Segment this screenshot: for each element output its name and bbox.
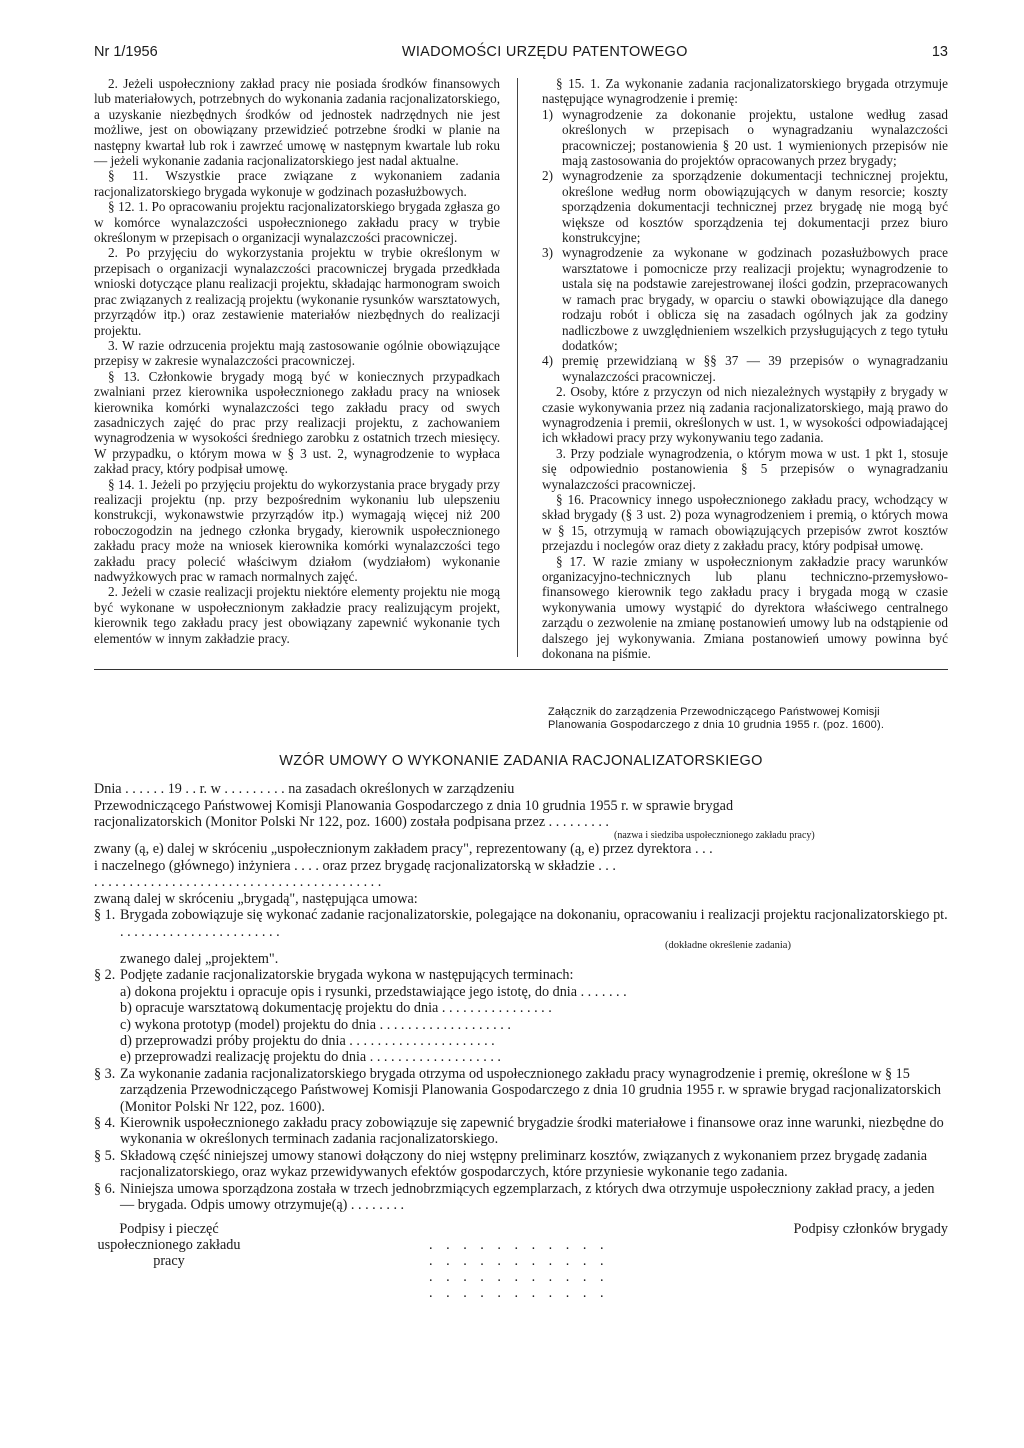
form-line: zwany (ą, e) dalej w skróceniu „uspołecznionym zakładem pracy", reprezentowany (ą, e) przez dyrektora . . . xyxy=(94,841,713,858)
section-number: § 3. xyxy=(94,1065,116,1082)
contract-section xyxy=(94,967,948,1065)
form-line: . . . . . . . . . . . . . . . . . . . . . . . . . . . . . . . . . . . . . . . . . xyxy=(94,874,382,891)
annex-line: Załącznik do zarządzenia Przewodniczącego Państwowej Komisji xyxy=(548,706,880,719)
list-text: wynagrodzenie za dokonanie projektu, ustalone według zasad określonych w przepisach o wynagradzaniu wynalazczości pracowniczej; postanowienia § 20 ust. 1 wymienionych przepisów nie mają zastosowania do projektów opracowanych przez brygady; xyxy=(562,106,948,169)
form-title: WZÓR UMOWY O WYKONANIE ZADANIA RACJONALIZATORSKIEGO xyxy=(279,753,763,770)
section-text: Niniejsza umowa sporządzona została w trzech jednobrzmiących egzemplarzach, z których dwa otrzymuje uspołeczniony zakład pracy, a jeden — brygada. Odpis umowy otrzymuje(ą) . . . . . . . . xyxy=(120,1180,935,1213)
signature-label-line: uspołecznionego zakładu xyxy=(97,1237,241,1254)
form-caption: (nazwa i siedziba uspołecznionego zakładu pracy) xyxy=(614,830,815,842)
employer-signature-label xyxy=(94,1221,244,1301)
section-number: § 5. xyxy=(94,1147,116,1164)
annex-note xyxy=(548,706,948,731)
paragraph: 3. Przy podziale wynagrodzenia, o którym mowa w ust. 1 pkt 1, stosuje się odpowiednio postanowienia § 5 przepisów o wynagradzaniu wynalazczości pracowniczej. xyxy=(542,445,948,492)
paragraph: 2. Osoby, które z przyczyn od nich niezależnych wystąpiły z brygady w czasie wykonywania przez nią zadania racjonalizatorskiego, mają prawo do wynagrodzenia i premii, określonych w ust. 1, w wysokości odpowiadającej ich wkładowi pracy przy wykonywaniu tego zadania. xyxy=(542,384,948,446)
section-number: § 2. xyxy=(94,967,116,984)
list-item xyxy=(542,245,948,353)
term-item: d) przeprowadzi próby projektu do dnia . . . . . . . . . . . . . . . . . . . . . xyxy=(120,1032,495,1049)
form-line: racjonalizatorskich (Monitor Polski Nr 122, poz. 1600) została podpisana przez . . . . . . . . . xyxy=(94,814,609,831)
annex-line: Planowania Gospodarczego z dnia 10 grudnia 1955 r. (poz. 1600). xyxy=(548,718,885,731)
form-line: zwaną dalej w skróceniu „brygadą", następująca umowa: xyxy=(94,890,418,907)
section-number: § 1. xyxy=(94,907,116,924)
two-column-text xyxy=(94,76,948,661)
paragraph: § 15. 1. Za wykonanie zadania racjonalizatorskiego brygada otrzymuje następujące wynagrodzenie i premię: xyxy=(542,76,948,107)
paragraph: § 12. 1. Po opracowaniu projektu racjonalizatorskiego brygada zgłasza go w komórce wynalazczości uspołecznionego zakładu pracy w trybie określonym w przepisach o organizacji wynalazczości pracowniczej. xyxy=(94,199,500,246)
term-item: e) przeprowadzi realizację projektu do dnia . . . . . . . . . . . . . . . . . . . xyxy=(120,1049,501,1066)
contract-section xyxy=(94,1181,948,1214)
form-line: i naczelnego (głównego) inżyniera . . . . oraz przez brygadę racjonalizatorską w składzie . . . xyxy=(94,857,616,874)
paragraph: 2. Jeżeli w czasie realizacji projektu niektóre elementy projektu nie mogą być wykonane w uspołecznionym zakładzie pracy realizującym projekt, kierownik tego zakładu pracy jest obowiązany zapewnić wykonanie tych elementów w innym zakładzie pracy. xyxy=(94,584,500,646)
paragraph: § 11. Wszystkie prace związane z wykonaniem zadania racjonalizatorskiego brygada wykonuje w godzinach pozasłużbowych. xyxy=(94,168,500,199)
form-line: Przewodniczącego Państwowej Komisji Planowania Gospodarczego z dnia 10 grudnia 1955 r. w sprawie brygad xyxy=(94,797,734,814)
right-column xyxy=(542,76,948,661)
paragraph: 3. W razie odrzucenia projektu mają zastosowanie ogólnie obowiązujące przepisy w zakresie wynalazczości pracowniczej. xyxy=(94,337,500,369)
paragraph: 2. Po przyjęciu do wykorzystania projektu w trybie określonym w przepisach o organizacji wynalazczości pracowniczej brygada przedkłada wnioski dotyczące planu realizacji projektu, składając harmonogram swoich prac związanych z realizacją projektu (wykonanie rysunków warsztatowych, przyrządów itp.) oraz zestawienie materiałów niezbędnych do realizacji projektu. xyxy=(94,245,500,338)
paragraph: 2. Jeżeli uspołeczniony zakład pracy nie posiada środków finansowych lub materiałowych, potrzebnych do wykonania zadania racjonalizatorskiego, a uzyskanie niezbędnych środków od jednostek nadrzędnych nie jest możliwe, jest on obowiązany przewidzieć potrzebne środki w planie na następny kwartał lub rok i zawrzeć umowę w następnym kwartale lub roku — jeżeli wykonanie zadania racjonalizatorskiego jest nadal aktualne. xyxy=(94,76,500,169)
section-text: Podjęte zadanie racjonalizatorskie brygada wykona w następujących terminach: xyxy=(120,967,574,984)
page-number: 13 xyxy=(931,44,948,60)
section-text: zwanego dalej „projektem". xyxy=(120,950,279,967)
signature-dots xyxy=(429,1221,608,1301)
list-number: 2) xyxy=(542,168,553,184)
paragraph: § 16. Pracownicy innego uspołecznionego zakładu pracy, wchodzący w skład brygady (§ 3 ust. 2) poza wynagrodzeniem i premią, o których mowa w § 15, otrzymują w ramach obowiązujących przepisów zwrot kosztów przejazdu i noclegów oraz diety z zakładu pracy, który podpisał umowę. xyxy=(542,491,948,554)
term-item: a) dokona projektu i opracuje opis i rysunki, przedstawiające jego istotę, do dnia . . . . . . . xyxy=(120,983,627,1000)
section-text: Kierownik uspołecznionego zakładu pracy zobowiązuje się zapewnić brygadzie środki materiałowe i finansowe oraz inne warunki, niezbędne do wykonania w określonych terminach zadania racjonalizatorskiego. xyxy=(120,1114,944,1148)
signature-label-line: Podpisy i pieczęć xyxy=(119,1221,219,1238)
list-number: 3) xyxy=(542,245,553,261)
paragraph: § 13. Członkowie brygady mogą być w koniecznych przypadkach zwalniani przez kierownika uspołecznionego zakładu pracy na wniosek kierownika komórki wynalazczości tego zakładu pracy od swych zasadniczych zajęć do prac przy realizacji projektu, z zachowaniem wynagrodzenia w wysokości średniego zarobku z ostatnich trzech miesięcy. W przypadku, o którym mowa w § 3 ust. 2, wynagrodzenie to wypłaca zakład pracy, który podpisał umowę. xyxy=(94,368,500,477)
list-text: premię przewidzianą w §§ 37 — 39 przepisów o wynagradzaniu wynalazczości pracowniczej. xyxy=(562,353,948,384)
left-column xyxy=(94,76,500,661)
list-item xyxy=(542,107,948,169)
form-caption: (dokładne określenie zadania) xyxy=(665,939,791,951)
journal-title: WIADOMOŚCI URZĘDU PATENTOWEGO xyxy=(401,44,688,60)
contract-section xyxy=(94,1066,948,1115)
brigade-signature-label: Podpisy członków brygady xyxy=(793,1221,948,1238)
list-item xyxy=(542,168,948,245)
list-text: wynagrodzenie za wykonane w godzinach pozasłużbowych prace warsztatowe i pomocnicze przy realizacji projektu; wynagrodzenie to ustala się na podstawie zarejestrowanej ilości godzin, przepracowanych w ramach prac brygady, w oparciu o stawki obowiązujące dla danego rodzaju robót i oblicza się na zasadach ogólnych jak za godziny nadliczbowe z uwzględnieniem wszelkich przysługujących z tego tytułu dodatków; xyxy=(562,245,948,353)
form-line: Dnia . . . . . . 19 . . r. w . . . . . . . . . na zasadach określonych w zarządzeniu xyxy=(94,781,515,798)
paragraph: § 17. W razie zmiany w uspołecznionym zakładzie pracy warunków organizacyjno-technicznych lub planu techniczno-przemysłowo-finansowego kierownik tego zakładu pracy i brygada mogą w czasie wykonywania umowy wystąpić do dyrektora właściwego centralnego zarządu o zezwolenie na zmianę postanowień umowy lub na odstąpienie od dalszego jej wykonywania. Zmiana postanowień umowy powinna być dokonana na piśmie. xyxy=(542,553,948,662)
signature-dot-line: . . . . . . . . . . . xyxy=(429,1285,609,1302)
list-text: wynagrodzenie za sporządzenie dokumentacji technicznej projektu, określone według norm obowiązujących w danym resorcie; koszty sporządzenia dokumentacji technicznej przez brygadę nie mogą być większe od kosztów sporządzenia tej dokumentacji przez biuro konstrukcyjne; xyxy=(562,168,948,246)
section-text: Składową część niniejszej umowy stanowi dołączony do niej wstępny preliminarz kosztów, związanych z wykonaniem przez brygadę zadania racjonalizatorskiego, oraz wykaz przewidywanych efektów gospodarczych, które przyniesie wykonanie tego zadania. xyxy=(120,1147,928,1181)
term-item: c) wykona prototyp (model) projektu do dnia . . . . . . . . . . . . . . . . . . . xyxy=(120,1016,511,1033)
section-text: Brygada zobowiązuje się wykonać zadanie racjonalizatorskie, polegające na dokonaniu, opracowaniu i realizacji projektu racjonalizatorskiego pt. . . . . . . . . . . . . . . . . . . . . . . . xyxy=(120,907,948,940)
signature-block xyxy=(94,1221,948,1301)
paragraph: § 14. 1. Jeżeli po przyjęciu projektu do wykorzystania prace brygady przy realizacji projektu (np. przy bezpośrednim wykonaniu lub ulepszeniu konstrukcji, wykonawstwie przyrządów itp.) wymagają więcej niż 200 roboczogodzin na jednego członka brygady, kierownik uspołecznionego zakładu pracy może na wniosek kierownika komórki wynalazczości tego zakładu pracy polecić właściwym działom (wydziałom) wykonanie nadwyżkowych prac w ramach normalnych zajęć. xyxy=(94,476,500,584)
contract-form xyxy=(94,781,948,1213)
page-header xyxy=(94,44,948,60)
list-item xyxy=(542,353,948,384)
section-number: § 6. xyxy=(94,1180,116,1197)
issue-number: Nr 1/1956 xyxy=(94,44,158,60)
section-text: Za wykonanie zadania racjonalizatorskiego brygada otrzyma od uspołecznionego zakładu pracy wynagrodzenie i premię, określone w § 15 zarządzenia Przewodniczącego Państwowej Komisji Planowania Gospodarczego z dnia 10 grudnia 1955 r. w sprawie brygad racjonalizatorskich (Monitor Polski Nr 122, poz. 1600). xyxy=(120,1065,942,1115)
column-divider xyxy=(517,78,518,657)
contract-section xyxy=(94,907,948,967)
signature-dot-line: . . . . . . . . . . . xyxy=(429,1237,609,1254)
section-number: § 4. xyxy=(94,1114,116,1131)
term-item: b) opracuje warsztatową dokumentację projektu do dnia . . . . . . . . . . . . . . . . xyxy=(120,1000,552,1017)
signature-dot-line: . . . . . . . . . . . xyxy=(429,1269,609,1286)
signature-label-line: pracy xyxy=(153,1253,185,1270)
contract-section xyxy=(94,1148,948,1181)
list-number: 1) xyxy=(542,106,553,122)
horizontal-rule xyxy=(94,669,948,670)
list-number: 4) xyxy=(542,353,553,369)
signature-dot-line: . . . . . . . . . . . xyxy=(429,1253,609,1270)
contract-section xyxy=(94,1115,948,1148)
